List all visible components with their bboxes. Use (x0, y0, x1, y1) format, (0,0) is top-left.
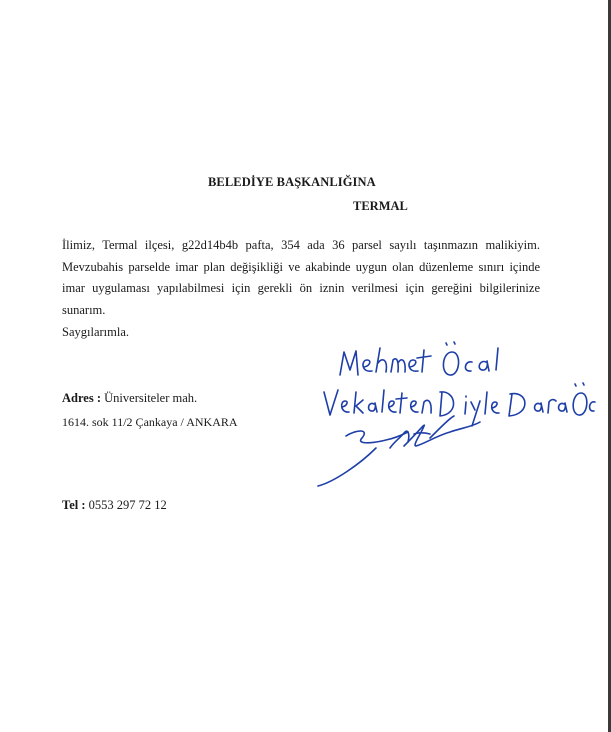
body-line-1: İlimiz, Termal ilçesi, g22d14b4b pafta, 354 ada 36 parsel sayılı taşınmazın malikiyim. (62, 238, 540, 252)
body-line-4: sunarım. (62, 302, 106, 317)
tel-label: Tel : (62, 498, 86, 512)
address-label: Adres : (62, 391, 102, 405)
letter-body (62, 235, 540, 321)
address-line-2: 1614. sok 11/2 Çankaya / ANKARA (62, 415, 238, 429)
body-line-3: imar uygulaması yapılabilmesi için gerekli ön iznin verilmesi için gereğini bilgilerinize (62, 281, 540, 295)
closing: Saygılarımla. (62, 325, 129, 339)
body-line-2: Mevzubahis parselde imar plan değişikliği ve akabinde uygun olan düzenleme sınırı içinde (62, 259, 540, 274)
recipient-title: BELEDİYE BAŞKANLIĞINA (208, 175, 376, 189)
recipient-location: TERMAL (353, 199, 408, 213)
address-line-1: Üniversiteler mah. (104, 391, 198, 405)
tel-block (62, 498, 167, 513)
signature-handwriting-line-1 (340, 342, 498, 375)
signature-scribble (318, 416, 480, 486)
signature-handwriting-line-2 (324, 383, 595, 426)
signature-ink (318, 342, 595, 486)
address-block (62, 391, 197, 406)
tel-value: 0553 297 72 12 (88, 498, 167, 512)
handwritten-signature (300, 330, 600, 495)
